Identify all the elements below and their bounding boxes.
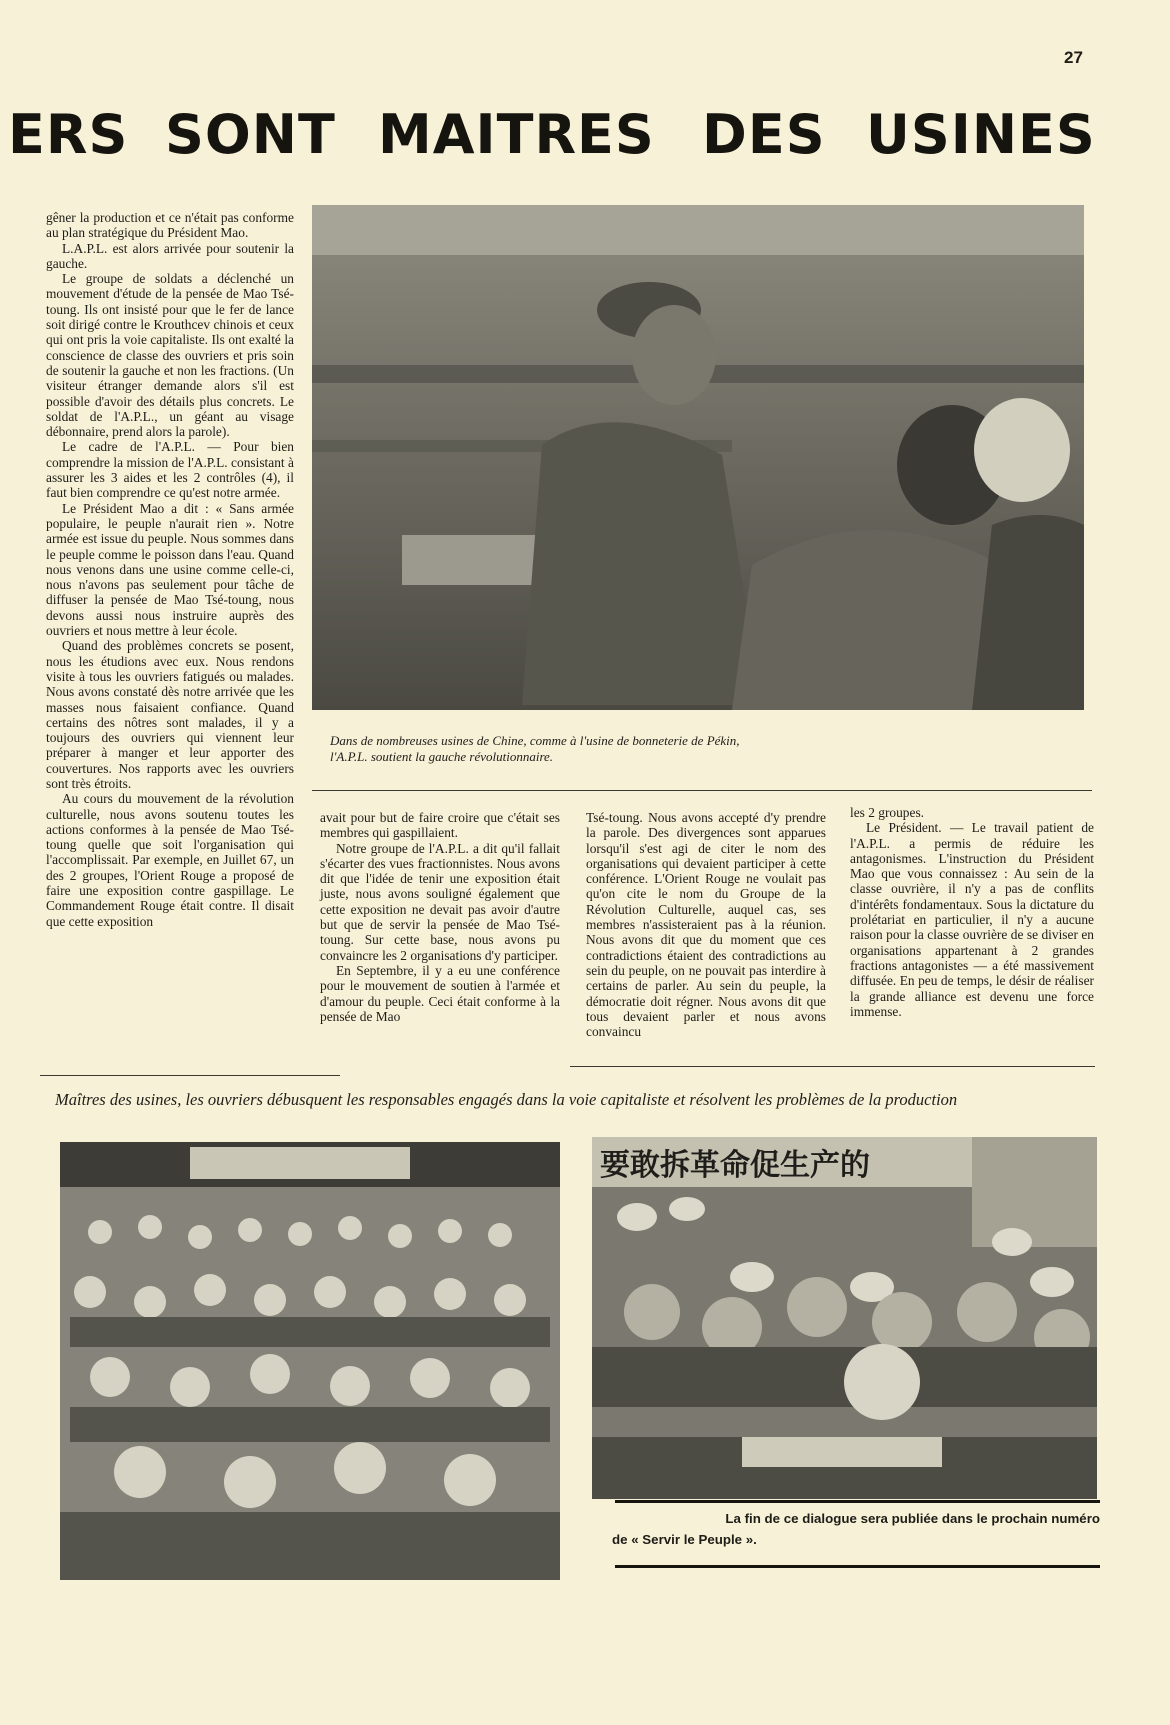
article-column-4: [850, 805, 1094, 1019]
article-column-3: [586, 810, 826, 1039]
paragraph: avait pour but de faire croire que c'était ses membres qui gaspillaient.: [320, 810, 560, 841]
notice-line: La fin de ce dialogue sera publiée dans le prochain numéro: [725, 1511, 1100, 1526]
paragraph: Le cadre de l'A.P.L. — Pour bien comprendre la mission de l'A.P.L. consistant à assurer les 3 aides et les 2 contrôles (4), il faut bien comprendre ce qu'est notre armée.: [46, 439, 294, 501]
paragraph: Quand des problèmes concrets se posent, nous les étudions avec eux. Nous rendons visite à tous les ouvriers fatigués ou malades. Nous avons constaté dès notre arrivée que les masses nous faisaient confiance. Quand certains des nôtres sont malades, il y a toujours des ouvriers qui viennent leur préparer à manger et leur apporter des couvertures. Nos rapports avec les ouvriers sont très étroits.: [46, 638, 294, 791]
headline-word: MAITRES: [378, 103, 655, 166]
paragraph: En Septembre, il y a eu une conférence pour le mouvement de soutien à l'armée et d'amour du peuple. Ceci était conforme à la pensée de Mao: [320, 962, 560, 1024]
headline-word: ERS: [8, 103, 129, 166]
paragraph: Notre groupe de l'A.P.L. a dit qu'il fallait s'écarter des vues fractionnistes. Nous avons dit que l'idée de tenir une exposition était juste, nous avons souligné également que cette exposition ne devait pas avoir d'autre but que de servir la pensée de Mao Tsé-toung. Sur cette base, nous avons pu convaincre les 2 organisations d'y participer.: [320, 840, 560, 963]
paragraph: les 2 groupes.: [850, 805, 925, 820]
notice-line: de « Servir le Peuple ».: [612, 1532, 757, 1547]
paragraph: Le groupe de soldats a déclenché un mouvement d'étude de la pensée de Mao Tsé-toung. Ils ont insisté pour que le fer de lance soit dirigé contre le Krouthcev chinois et ceux qui ont pris la voie capitaliste. Ils ont exalté la conscience de classe des ouvriers et pris soin de soutenir la gauche et non les fractions. (Un visiteur étranger demande alors s'il est possible d'avoir des détails plus concrets. Le soldat de l'A.P.L., un géant au visage débonnaire, prend alors la parole).: [46, 271, 294, 440]
headline: [0, 100, 1100, 170]
photo-caption: Dans de nombreuses usines de Chine, comme à l'usine de bonneterie de Pékin, l'A.P.L. soutient la gauche révolutionnaire.: [330, 733, 740, 764]
photo-crowd-raised-fists: [60, 1142, 560, 1580]
divider: [312, 790, 1092, 791]
continuation-notice: [612, 1508, 1100, 1550]
divider: [570, 1066, 1095, 1067]
notice-top-rule: [615, 1500, 1100, 1503]
headline-word: USINES: [866, 103, 1096, 166]
notice-bottom-rule: [615, 1565, 1100, 1568]
page-number: 27: [1064, 48, 1083, 67]
headline-word: SONT: [165, 103, 336, 166]
article-column-2: [320, 810, 560, 1024]
paragraph: gêner la production et ce n'était pas conforme au plan stratégique du Président Mao.: [46, 210, 294, 241]
paragraph: Le Président Mao a dit : « Sans armée populaire, le peuple n'aurait rien ». Notre armée est issue du peuple. Nous sommes dans le peuple comme le poisson dans l'eau. Quand nous venons dans une usine comme celle-ci, nous n'avons pas seulement pour tâche de diffuser la pensée de Mao Tsé-toung, nous devons aussi nous instruire auprès des ouvriers et nous mettre à leur école.: [46, 500, 294, 639]
photo-caption-bottom: Maîtres des usines, les ouvriers débusquent les responsables engagés dans la voie capitaliste et résolvent les problèmes de la production: [55, 1090, 958, 1109]
paragraph: Au cours du mouvement de la révolution culturelle, nous avons soutenu toutes les actions conformes à la pensée de Mao Tsé-toung quelle que soit l'organisation qui l'accomplissait. Par exemple, en Juillet 67, un des 2 groupes, l'Orient Rouge a proposé de faire une exposition contre gaspillage. Le Commandement Rouge était contre. Il disait que cette exposition: [46, 791, 294, 929]
photo-women-workers-meeting: [592, 1137, 1097, 1499]
headline-word: DES: [702, 103, 826, 166]
photo-soldier-with-workers: [312, 205, 1084, 710]
banner-slogan: 要敢拆革命促生产的: [600, 1148, 870, 1183]
divider: [40, 1075, 340, 1076]
paragraph: Tsé-toung. Nous avons accepté d'y prendre la parole. Des divergences sont apparues lorsqu'il s'est agi de citer le nom des organisations qui devaient participer à cette conférence. L'Orient Rouge ne voulait pas qu'on cite le nom du Groupe de la Révolution Culturelle, auquel cas, ses membres n'assisteraient pas à la réunion. Nous avons dit que du moment que ces contradictions étaient des contradictions au sein du peuple, on ne pouvait pas interdire à certains de parler. Au sein du peuple, la démocratie doit régner. Nous avons dit que tous devaient parler et nous avons convaincu: [586, 810, 826, 1040]
article-column-1: [46, 210, 294, 929]
paragraph: Le Président. — Le travail patient de l'A.P.L. a permis de réduire les antagonismes. L'instruction du Président Mao que vous connaissez : Au sein de la classe ouvrière, il n'y a pas de conflits d'intérêts fondamentaux. Sous la dictature du prolétariat en particulier, il n'y a aucune raison pour la classe ouvrière de se diviser en organisations appartenant à 2 grandes fractions antagonistes — a été massivement diffusée. En peu de temps, le désir de réaliser la grande alliance est devenu une force immense.: [850, 820, 1094, 1019]
paragraph: L.A.P.L. est alors arrivée pour soutenir la gauche.: [46, 240, 294, 271]
